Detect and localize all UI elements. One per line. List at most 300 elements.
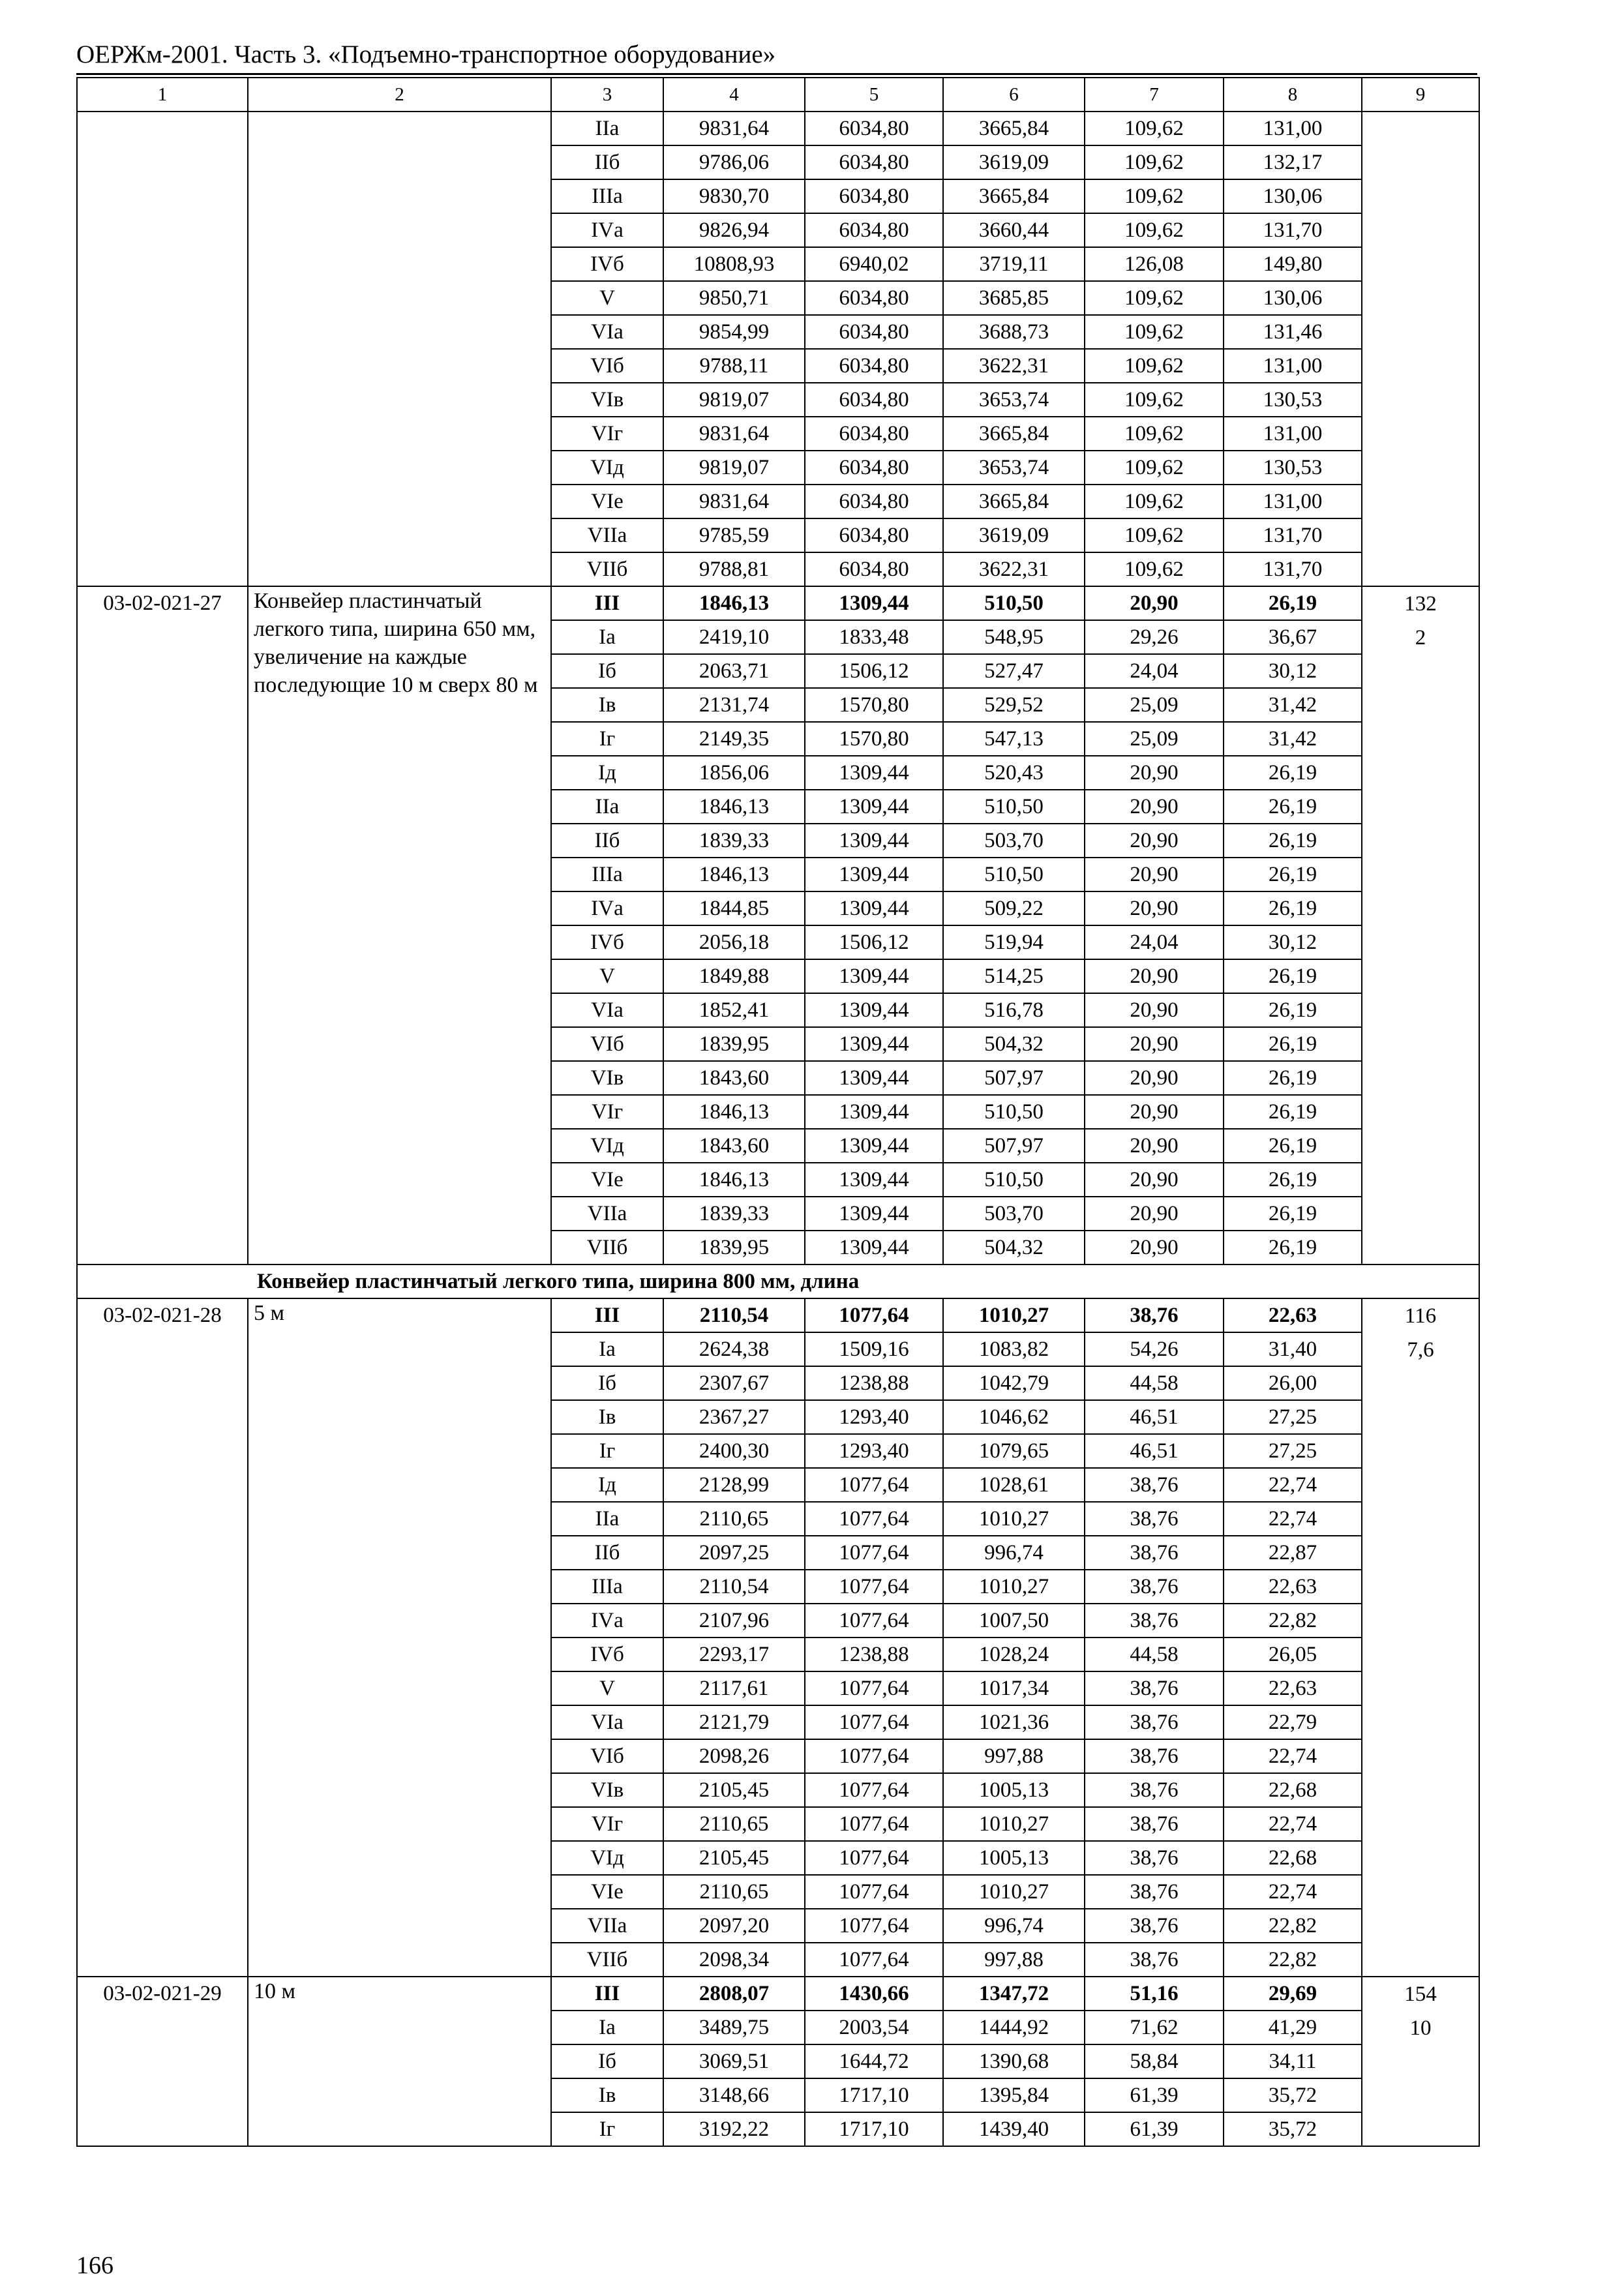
zone-cell: IIIа <box>551 1570 663 1604</box>
value-cell: 509,22 <box>943 891 1085 925</box>
value-cell: 38,76 <box>1085 1705 1224 1739</box>
value-cell: 9854,99 <box>663 315 805 349</box>
value-cell: 1010,27 <box>943 1570 1085 1604</box>
value-cell: 3622,31 <box>943 349 1085 383</box>
value-cell: 2131,74 <box>663 688 805 722</box>
value-cell: 3653,74 <box>943 383 1085 417</box>
table-body <box>77 78 1479 2146</box>
value-cell: 1083,82 <box>943 1332 1085 1366</box>
value-cell: 38,76 <box>1085 1604 1224 1638</box>
value-cell: 6034,80 <box>805 112 943 145</box>
column-number: 2 <box>248 78 551 112</box>
value-cell: 24,04 <box>1085 654 1224 688</box>
value-cell: 22,74 <box>1224 1875 1362 1909</box>
value-cell: 1238,88 <box>805 1366 943 1400</box>
zone-cell: VIIа <box>551 518 663 552</box>
value-cell: 10808,93 <box>663 247 805 281</box>
value-cell: 1717,10 <box>805 2112 943 2146</box>
value-cell: 3619,09 <box>943 518 1085 552</box>
zone-cell: Iд <box>551 756 663 790</box>
value-cell: 2419,10 <box>663 620 805 654</box>
value-cell: 38,76 <box>1085 1909 1224 1943</box>
value-cell: 26,19 <box>1224 1163 1362 1197</box>
value-cell: 20,90 <box>1085 586 1224 620</box>
value-cell: 109,62 <box>1085 179 1224 213</box>
value-cell: 1506,12 <box>805 654 943 688</box>
value-cell: 44,58 <box>1085 1366 1224 1400</box>
value-cell: 22,63 <box>1224 1671 1362 1705</box>
value-cell: 2063,71 <box>663 654 805 688</box>
value-cell: 9831,64 <box>663 112 805 145</box>
value-cell: 9850,71 <box>663 281 805 315</box>
column-number-row <box>77 78 1479 112</box>
value-cell: 1309,44 <box>805 586 943 620</box>
zone-cell: Iв <box>551 1400 663 1434</box>
value-cell: 22,68 <box>1224 1773 1362 1807</box>
value-cell: 1347,72 <box>943 1977 1085 2011</box>
zone-cell: IIб <box>551 824 663 858</box>
rate-description <box>248 112 551 586</box>
value-cell: 2097,20 <box>663 1909 805 1943</box>
value-cell: 131,00 <box>1224 485 1362 518</box>
value-cell: 9785,59 <box>663 518 805 552</box>
zone-cell: IVб <box>551 925 663 959</box>
zone-cell: Iг <box>551 2112 663 2146</box>
zone-cell: III <box>551 1298 663 1332</box>
value-cell: 38,76 <box>1085 1841 1224 1875</box>
value-cell: 3192,22 <box>663 2112 805 2146</box>
zone-cell: IVа <box>551 213 663 247</box>
zone-cell: VIе <box>551 1875 663 1909</box>
value-cell: 20,90 <box>1085 1231 1224 1264</box>
value-cell: 2105,45 <box>663 1841 805 1875</box>
value-cell: 1293,40 <box>805 1400 943 1434</box>
value-cell: 9831,64 <box>663 485 805 518</box>
value-cell: 131,00 <box>1224 112 1362 145</box>
value-cell: 29,26 <box>1085 620 1224 654</box>
value-cell: 71,62 <box>1085 2011 1224 2044</box>
value-cell: 1846,13 <box>663 790 805 824</box>
value-cell: 109,62 <box>1085 281 1224 315</box>
value-cell: 38,76 <box>1085 1298 1224 1332</box>
unit-line: 10 <box>1409 2016 1432 2040</box>
zone-cell: VIIа <box>551 1197 663 1231</box>
value-cell: 38,76 <box>1085 1536 1224 1570</box>
value-cell: 1309,44 <box>805 1027 943 1061</box>
value-cell: 1570,80 <box>805 688 943 722</box>
value-cell: 520,43 <box>943 756 1085 790</box>
zone-cell: IIIа <box>551 858 663 891</box>
value-cell: 109,62 <box>1085 417 1224 451</box>
value-cell: 3688,73 <box>943 315 1085 349</box>
value-cell: 2128,99 <box>663 1468 805 1502</box>
zone-cell: VIд <box>551 451 663 485</box>
value-cell: 130,53 <box>1224 383 1362 417</box>
value-cell: 1839,33 <box>663 1197 805 1231</box>
value-cell: 1309,44 <box>805 756 943 790</box>
value-cell: 22,74 <box>1224 1502 1362 1536</box>
value-cell: 1846,13 <box>663 586 805 620</box>
value-cell: 26,05 <box>1224 1638 1362 1671</box>
value-cell: 1077,64 <box>805 1773 943 1807</box>
price-table <box>76 77 1480 2147</box>
zone-cell: VIг <box>551 417 663 451</box>
value-cell: 2121,79 <box>663 1705 805 1739</box>
value-cell: 6034,80 <box>805 518 943 552</box>
value-cell: 26,19 <box>1224 858 1362 891</box>
table-row <box>77 1298 1479 1332</box>
zone-cell: VIа <box>551 993 663 1027</box>
value-cell: 20,90 <box>1085 824 1224 858</box>
value-cell: 130,06 <box>1224 281 1362 315</box>
value-cell: 1077,64 <box>805 1705 943 1739</box>
column-number: 6 <box>943 78 1085 112</box>
value-cell: 1852,41 <box>663 993 805 1027</box>
value-cell: 2367,27 <box>663 1400 805 1434</box>
zone-cell: VIа <box>551 1705 663 1739</box>
value-cell: 20,90 <box>1085 756 1224 790</box>
value-cell: 58,84 <box>1085 2044 1224 2078</box>
unit-line: 132 <box>1404 592 1437 616</box>
value-cell: 1644,72 <box>805 2044 943 2078</box>
zone-cell: VIв <box>551 1773 663 1807</box>
value-cell: 1077,64 <box>805 1909 943 1943</box>
unit-cell <box>1362 1298 1479 1977</box>
value-cell: 516,78 <box>943 993 1085 1027</box>
column-number: 1 <box>77 78 248 112</box>
value-cell: 1010,27 <box>943 1875 1085 1909</box>
zone-cell: VIг <box>551 1807 663 1841</box>
value-cell: 30,12 <box>1224 925 1362 959</box>
value-cell: 131,70 <box>1224 552 1362 586</box>
value-cell: 1309,44 <box>805 959 943 993</box>
value-cell: 2098,34 <box>663 1943 805 1977</box>
value-cell: 31,42 <box>1224 722 1362 756</box>
value-cell: 20,90 <box>1085 993 1224 1027</box>
value-cell: 1309,44 <box>805 1163 943 1197</box>
column-number: 7 <box>1085 78 1224 112</box>
value-cell: 1839,33 <box>663 824 805 858</box>
rate-code <box>77 112 248 586</box>
value-cell: 3665,84 <box>943 485 1085 518</box>
value-cell: 1843,60 <box>663 1061 805 1095</box>
value-cell: 3148,66 <box>663 2078 805 2112</box>
zone-cell: IIа <box>551 112 663 145</box>
zone-cell: Iб <box>551 2044 663 2078</box>
value-cell: 1846,13 <box>663 858 805 891</box>
zone-cell: Iг <box>551 1434 663 1468</box>
zone-cell: VIб <box>551 1027 663 1061</box>
value-cell: 2624,38 <box>663 1332 805 1366</box>
value-cell: 109,62 <box>1085 349 1224 383</box>
value-cell: 1390,68 <box>943 2044 1085 2078</box>
value-cell: 2110,54 <box>663 1570 805 1604</box>
value-cell: 1077,64 <box>805 1570 943 1604</box>
value-cell: 2293,17 <box>663 1638 805 1671</box>
zone-cell: V <box>551 281 663 315</box>
value-cell: 20,90 <box>1085 1061 1224 1095</box>
value-cell: 3665,84 <box>943 417 1085 451</box>
value-cell: 1570,80 <box>805 722 943 756</box>
value-cell: 130,06 <box>1224 179 1362 213</box>
zone-cell: Iб <box>551 1366 663 1400</box>
column-number: 4 <box>663 78 805 112</box>
value-cell: 2003,54 <box>805 2011 943 2044</box>
value-cell: 22,63 <box>1224 1298 1362 1332</box>
value-cell: 26,19 <box>1224 993 1362 1027</box>
zone-cell: Iа <box>551 620 663 654</box>
value-cell: 22,74 <box>1224 1468 1362 1502</box>
value-cell: 109,62 <box>1085 451 1224 485</box>
value-cell: 38,76 <box>1085 1807 1224 1841</box>
value-cell: 9788,81 <box>663 552 805 586</box>
value-cell: 6034,80 <box>805 315 943 349</box>
rate-code: 03-02-021-27 <box>77 586 248 1264</box>
value-cell: 1309,44 <box>805 993 943 1027</box>
value-cell: 1309,44 <box>805 891 943 925</box>
zone-cell: VIд <box>551 1129 663 1163</box>
value-cell: 109,62 <box>1085 145 1224 179</box>
value-cell: 30,12 <box>1224 654 1362 688</box>
value-cell: 25,09 <box>1085 722 1224 756</box>
value-cell: 9831,64 <box>663 417 805 451</box>
value-cell: 2110,65 <box>663 1807 805 1841</box>
value-cell: 996,74 <box>943 1536 1085 1570</box>
value-cell: 1293,40 <box>805 1434 943 1468</box>
value-cell: 26,00 <box>1224 1366 1362 1400</box>
value-cell: 510,50 <box>943 586 1085 620</box>
value-cell: 1843,60 <box>663 1129 805 1163</box>
value-cell: 38,76 <box>1085 1943 1224 1977</box>
value-cell: 9826,94 <box>663 213 805 247</box>
zone-cell: IIб <box>551 1536 663 1570</box>
value-cell: 1021,36 <box>943 1705 1085 1739</box>
value-cell: 22,82 <box>1224 1909 1362 1943</box>
value-cell: 507,97 <box>943 1061 1085 1095</box>
zone-cell: VIIб <box>551 1943 663 1977</box>
value-cell: 2110,54 <box>663 1298 805 1332</box>
column-number: 9 <box>1362 78 1479 112</box>
value-cell: 26,19 <box>1224 586 1362 620</box>
value-cell: 61,39 <box>1085 2078 1224 2112</box>
value-cell: 3719,11 <box>943 247 1085 281</box>
zone-cell: VIе <box>551 485 663 518</box>
value-cell: 1077,64 <box>805 1298 943 1332</box>
value-cell: 149,80 <box>1224 247 1362 281</box>
value-cell: 510,50 <box>943 790 1085 824</box>
value-cell: 61,39 <box>1085 2112 1224 2146</box>
rate-code: 03-02-021-28 <box>77 1298 248 1977</box>
value-cell: 3069,51 <box>663 2044 805 2078</box>
value-cell: 1849,88 <box>663 959 805 993</box>
value-cell: 1395,84 <box>943 2078 1085 2112</box>
value-cell: 31,42 <box>1224 688 1362 722</box>
value-cell: 997,88 <box>943 1943 1085 1977</box>
value-cell: 1839,95 <box>663 1231 805 1264</box>
value-cell: 6034,80 <box>805 349 943 383</box>
value-cell: 6940,02 <box>805 247 943 281</box>
value-cell: 22,74 <box>1224 1739 1362 1773</box>
zone-cell: VIг <box>551 1095 663 1129</box>
value-cell: 131,70 <box>1224 213 1362 247</box>
value-cell: 1077,64 <box>805 1739 943 1773</box>
value-cell: 1077,64 <box>805 1671 943 1705</box>
value-cell: 3660,44 <box>943 213 1085 247</box>
value-cell: 27,25 <box>1224 1434 1362 1468</box>
zone-cell: V <box>551 1671 663 1705</box>
value-cell: 26,19 <box>1224 824 1362 858</box>
zone-cell: IIа <box>551 790 663 824</box>
zone-cell: III <box>551 586 663 620</box>
column-number: 3 <box>551 78 663 112</box>
value-cell: 2097,25 <box>663 1536 805 1570</box>
value-cell: 38,76 <box>1085 1773 1224 1807</box>
zone-cell: VIб <box>551 1739 663 1773</box>
zone-cell: IIб <box>551 145 663 179</box>
value-cell: 547,13 <box>943 722 1085 756</box>
value-cell: 1309,44 <box>805 1197 943 1231</box>
value-cell: 9788,11 <box>663 349 805 383</box>
value-cell: 2107,96 <box>663 1604 805 1638</box>
value-cell: 109,62 <box>1085 112 1224 145</box>
value-cell: 548,95 <box>943 620 1085 654</box>
value-cell: 9819,07 <box>663 451 805 485</box>
value-cell: 22,63 <box>1224 1570 1362 1604</box>
value-cell: 6034,80 <box>805 383 943 417</box>
value-cell: 2110,65 <box>663 1875 805 1909</box>
value-cell: 31,40 <box>1224 1332 1362 1366</box>
unit-cell <box>1362 586 1479 1264</box>
value-cell: 1717,10 <box>805 2078 943 2112</box>
value-cell: 20,90 <box>1085 1095 1224 1129</box>
rate-code: 03-02-021-29 <box>77 1977 248 2146</box>
value-cell: 2098,26 <box>663 1739 805 1773</box>
value-cell: 504,32 <box>943 1231 1085 1264</box>
value-cell: 1856,06 <box>663 756 805 790</box>
value-cell: 1844,85 <box>663 891 805 925</box>
unit-line: 116 <box>1404 1304 1437 1328</box>
value-cell: 1046,62 <box>943 1400 1085 1434</box>
value-cell: 126,08 <box>1085 247 1224 281</box>
table-row <box>77 586 1479 620</box>
value-cell: 1010,27 <box>943 1298 1085 1332</box>
value-cell: 109,62 <box>1085 485 1224 518</box>
value-cell: 27,25 <box>1224 1400 1362 1434</box>
value-cell: 6034,80 <box>805 179 943 213</box>
unit-line: 2 <box>1415 626 1426 650</box>
value-cell: 2808,07 <box>663 1977 805 2011</box>
value-cell: 131,46 <box>1224 315 1362 349</box>
value-cell: 3665,84 <box>943 112 1085 145</box>
zone-cell: VIд <box>551 1841 663 1875</box>
value-cell: 3622,31 <box>943 552 1085 586</box>
value-cell: 1007,50 <box>943 1604 1085 1638</box>
value-cell: 34,11 <box>1224 2044 1362 2078</box>
value-cell: 26,19 <box>1224 891 1362 925</box>
unit-cell <box>1362 1977 1479 2146</box>
value-cell: 2117,61 <box>663 1671 805 1705</box>
value-cell: 510,50 <box>943 1163 1085 1197</box>
value-cell: 20,90 <box>1085 790 1224 824</box>
value-cell: 6034,80 <box>805 281 943 315</box>
value-cell: 20,90 <box>1085 891 1224 925</box>
value-cell: 507,97 <box>943 1129 1085 1163</box>
zone-cell: Iв <box>551 2078 663 2112</box>
value-cell: 3685,85 <box>943 281 1085 315</box>
value-cell: 1010,27 <box>943 1502 1085 1536</box>
value-cell: 2056,18 <box>663 925 805 959</box>
zone-cell: III <box>551 1977 663 2011</box>
value-cell: 503,70 <box>943 1197 1085 1231</box>
value-cell: 131,00 <box>1224 417 1362 451</box>
value-cell: 22,68 <box>1224 1841 1362 1875</box>
zone-cell: IVа <box>551 891 663 925</box>
value-cell: 22,79 <box>1224 1705 1362 1739</box>
value-cell: 26,19 <box>1224 1095 1362 1129</box>
table-row <box>77 112 1479 145</box>
value-cell: 9819,07 <box>663 383 805 417</box>
value-cell: 1077,64 <box>805 1875 943 1909</box>
value-cell: 20,90 <box>1085 959 1224 993</box>
rate-description: Конвейер пластинчатый легкого типа, ширина 650 мм, увеличение на каждые последующие 10 м сверх 80 м <box>248 586 551 1264</box>
value-cell: 1077,64 <box>805 1468 943 1502</box>
zone-cell: Iд <box>551 1468 663 1502</box>
value-cell: 996,74 <box>943 1909 1085 1943</box>
value-cell: 1005,13 <box>943 1773 1085 1807</box>
value-cell: 1309,44 <box>805 1129 943 1163</box>
value-cell: 529,52 <box>943 688 1085 722</box>
value-cell: 2307,67 <box>663 1366 805 1400</box>
value-cell: 1309,44 <box>805 1061 943 1095</box>
value-cell: 1010,27 <box>943 1807 1085 1841</box>
value-cell: 1077,64 <box>805 1502 943 1536</box>
value-cell: 1077,64 <box>805 1536 943 1570</box>
value-cell: 3619,09 <box>943 145 1085 179</box>
zone-cell: VIIб <box>551 1231 663 1264</box>
value-cell: 527,47 <box>943 654 1085 688</box>
value-cell: 109,62 <box>1085 383 1224 417</box>
value-cell: 20,90 <box>1085 1027 1224 1061</box>
value-cell: 22,82 <box>1224 1604 1362 1638</box>
value-cell: 1430,66 <box>805 1977 943 2011</box>
value-cell: 26,19 <box>1224 959 1362 993</box>
value-cell: 26,19 <box>1224 1231 1362 1264</box>
value-cell: 1077,64 <box>805 1943 943 1977</box>
value-cell: 29,69 <box>1224 1977 1362 2011</box>
value-cell: 38,76 <box>1085 1468 1224 1502</box>
value-cell: 1309,44 <box>805 858 943 891</box>
value-cell: 519,94 <box>943 925 1085 959</box>
column-number: 8 <box>1224 78 1362 112</box>
zone-cell: VIа <box>551 315 663 349</box>
value-cell: 38,76 <box>1085 1570 1224 1604</box>
zone-cell: Iа <box>551 2011 663 2044</box>
value-cell: 109,62 <box>1085 315 1224 349</box>
table-row <box>77 1977 1479 2011</box>
rate-description: 10 м <box>248 1977 551 2146</box>
value-cell: 46,51 <box>1085 1400 1224 1434</box>
value-cell: 131,00 <box>1224 349 1362 383</box>
value-cell: 6034,80 <box>805 552 943 586</box>
value-cell: 51,16 <box>1085 1977 1224 2011</box>
value-cell: 38,76 <box>1085 1739 1224 1773</box>
value-cell: 514,25 <box>943 959 1085 993</box>
zone-cell: Iг <box>551 722 663 756</box>
value-cell: 130,53 <box>1224 451 1362 485</box>
value-cell: 26,19 <box>1224 1061 1362 1095</box>
value-cell: 2149,35 <box>663 722 805 756</box>
value-cell: 9786,06 <box>663 145 805 179</box>
